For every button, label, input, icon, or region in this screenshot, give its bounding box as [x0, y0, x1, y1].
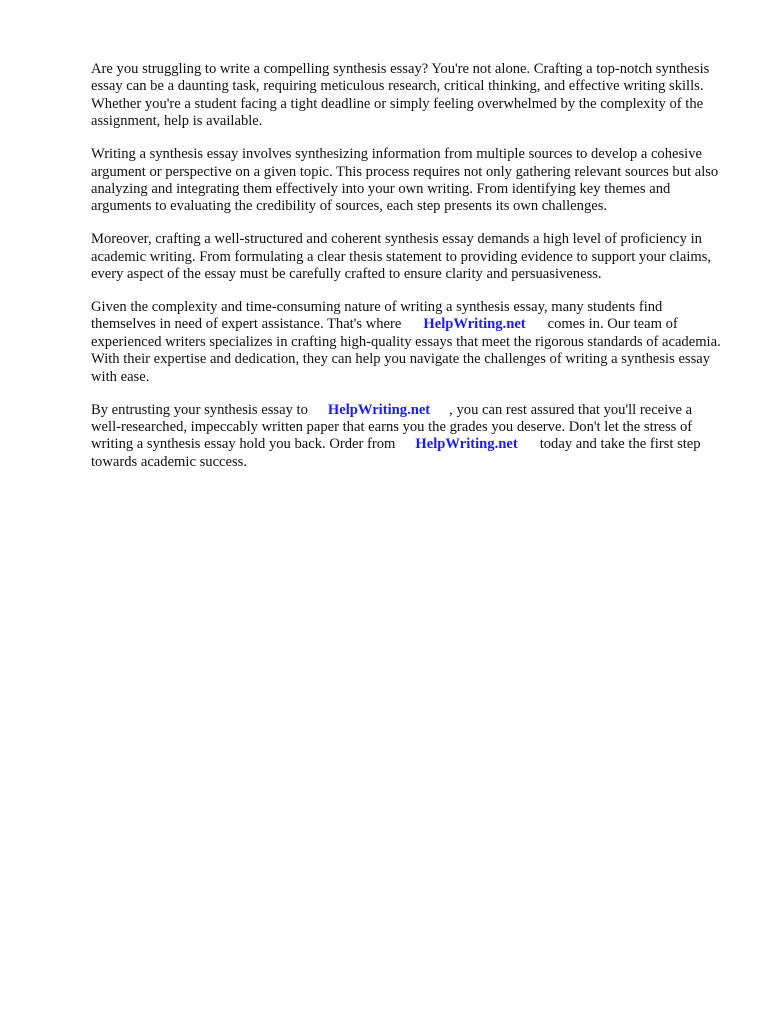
- helpwriting-link[interactable]: HelpWriting.net: [327, 401, 431, 418]
- paragraph-cta-text-before: By entrusting your synthesis essay to: [91, 401, 308, 418]
- paragraph-assistance-text-before: Given the complexity and time-consuming nature of writing a synthesis essay, many students find themselves in need of expert assistance. That's where: [91, 298, 663, 333]
- paragraph-intro: Are you struggling to write a compelling synthesis essay? You're not alone. Crafting a top-notch synthesis essay can be a daunting task, requiring meticulous research, critical thinking, and effective writing skills. Whether you're a student facing a tight deadline or simply feeling overwhelmed by the complexity of the assignment, help is available.: [91, 61, 710, 130]
- paragraph-cta-text-after: today and take the first step towards academic success.: [91, 436, 701, 470]
- paragraph-proficiency: Moreover, crafting a well-structured and coherent synthesis essay demands a high level of proficiency in academic writing. From formulating a clear thesis statement to providing evidence to support your claims, every aspect of the essay must be carefully crafted to ensure clarity and persuasiveness.: [91, 231, 712, 283]
- paragraph-assistance: [91, 299, 721, 386]
- document-page: [91, 61, 721, 487]
- paragraph-cta-text-middle: , you can rest assured that you'll receive a well-researched, impeccably written paper that earns you the grades you deserve. Don't let the stress of writing a synthesis essay hold you back. Order from: [91, 401, 693, 453]
- helpwriting-link[interactable]: HelpWriting.net: [415, 436, 518, 453]
- paragraph-process: Writing a synthesis essay involves synthesizing information from multiple sources to develop a cohesive argument or perspective on a given topic. This process requires not only gathering relevant sources but also analyzing and integrating them effectively into your own writing. From identifying key themes and arguments to evaluating the credibility of sources, each step presents its own challenges.: [91, 146, 719, 215]
- helpwriting-link[interactable]: HelpWriting.net: [423, 316, 526, 333]
- paragraph-call-to-action: [91, 402, 721, 472]
- paragraph-assistance-text-after: comes in. Our team of experienced writers specializes in crafting high-quality essays that meet the rigorous standards of academia. With their expertise and dedication, they can help you navigate the challenges of writing a synthesis essay with ease.: [91, 316, 721, 385]
